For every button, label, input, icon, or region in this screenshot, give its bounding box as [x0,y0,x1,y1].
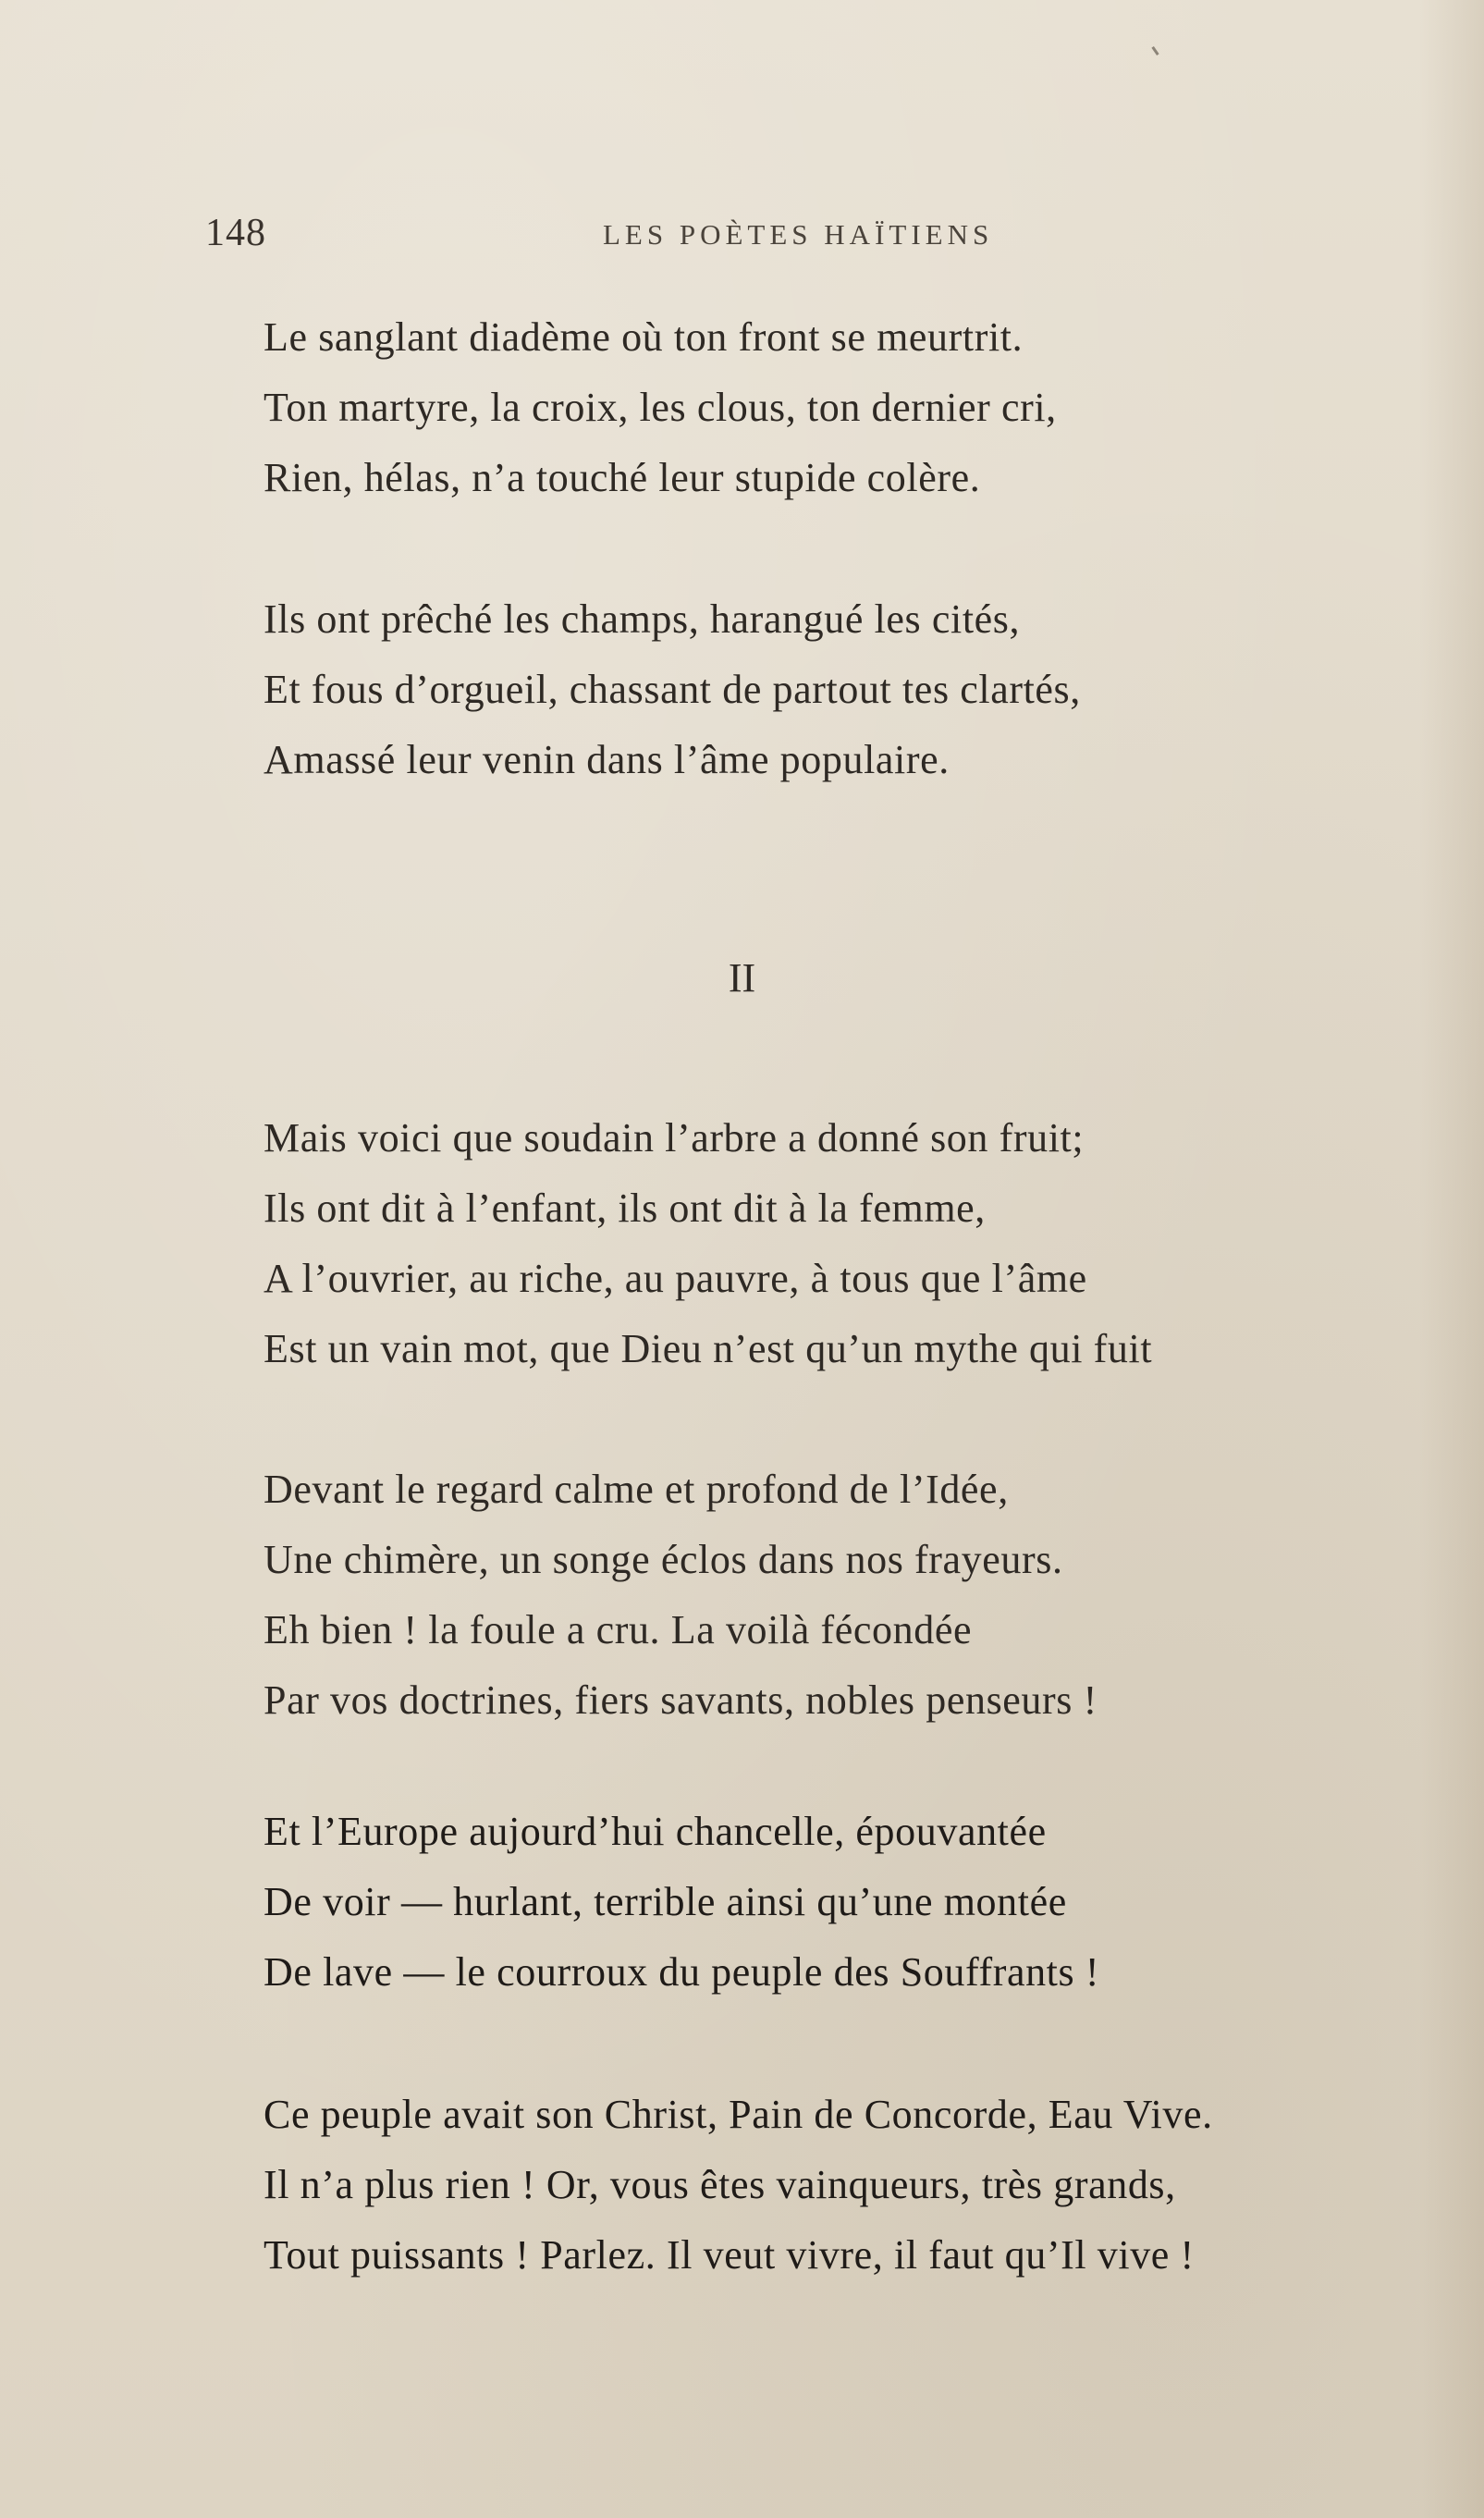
stanza-5 [264,1797,1438,2008]
section-number: II [728,955,756,1001]
page-header [205,211,1047,266]
running-title: LES POÈTES HAÏTIENS [603,218,994,251]
verse-line: Mais voici que soudain l’arbre a donné son fruit; [264,1115,1085,1161]
verse-line: Ils ont dit à l’enfant, ils ont dit à la femme, [264,1185,986,1231]
stanza-4 [264,1455,1438,1736]
verse-line: Par vos doctrines, fiers savants, nobles penseurs ! [264,1677,1098,1723]
verse-line: De lave — le courroux du peuple des Souffrants ! [264,1949,1100,1995]
verse-line: Ce peuple avait son Christ, Pain de Concorde, Eau Vive. [264,2092,1213,2137]
stanza-3 [264,1103,1438,1384]
verse-line: A l’ouvrier, au riche, au pauvre, à tous que l’âme [264,1256,1087,1301]
paper-speck [1151,46,1159,55]
stanza-2 [264,584,1438,795]
stanza-1 [264,302,1438,513]
verse-line: Une chimère, un songe éclos dans nos frayeurs. [264,1537,1063,1582]
page-number: 148 [205,212,266,254]
verse-line: De voir — hurlant, terrible ainsi qu’une montée [264,1879,1067,1924]
verse-line: Amassé leur venin dans l’âme populaire. [264,737,950,782]
verse-line: Et l’Europe aujourd’hui chancelle, épouvantée [264,1809,1047,1854]
verse-line: Il n’a plus rien ! Or, vous êtes vainqueurs, très grands, [264,2162,1176,2207]
verse-line: Eh bien ! la foule a cru. La voilà fécondée [264,1607,973,1652]
verse-line: Tout puissants ! Parlez. Il veut vivre, il faut qu’Il vive ! [264,2232,1195,2278]
verse-line: Le sanglant diadème où ton front se meurtrit. [264,314,1024,360]
verse-line: Est un vain mot, que Dieu n’est qu’un mythe qui fuit [264,1326,1153,1371]
verse-line: Ton martyre, la croix, les clous, ton dernier cri, [264,385,1057,430]
stanza-6 [264,2080,1438,2291]
verse-line: Devant le regard calme et profond de l’Idée, [264,1467,1009,1512]
verse-line: Rien, hélas, n’a touché leur stupide colère. [264,455,981,500]
verse-line: Ils ont prêché les champs, harangué les cités, [264,596,1021,642]
verse-line: Et fous d’orgueil, chassant de partout tes clartés, [264,667,1081,712]
